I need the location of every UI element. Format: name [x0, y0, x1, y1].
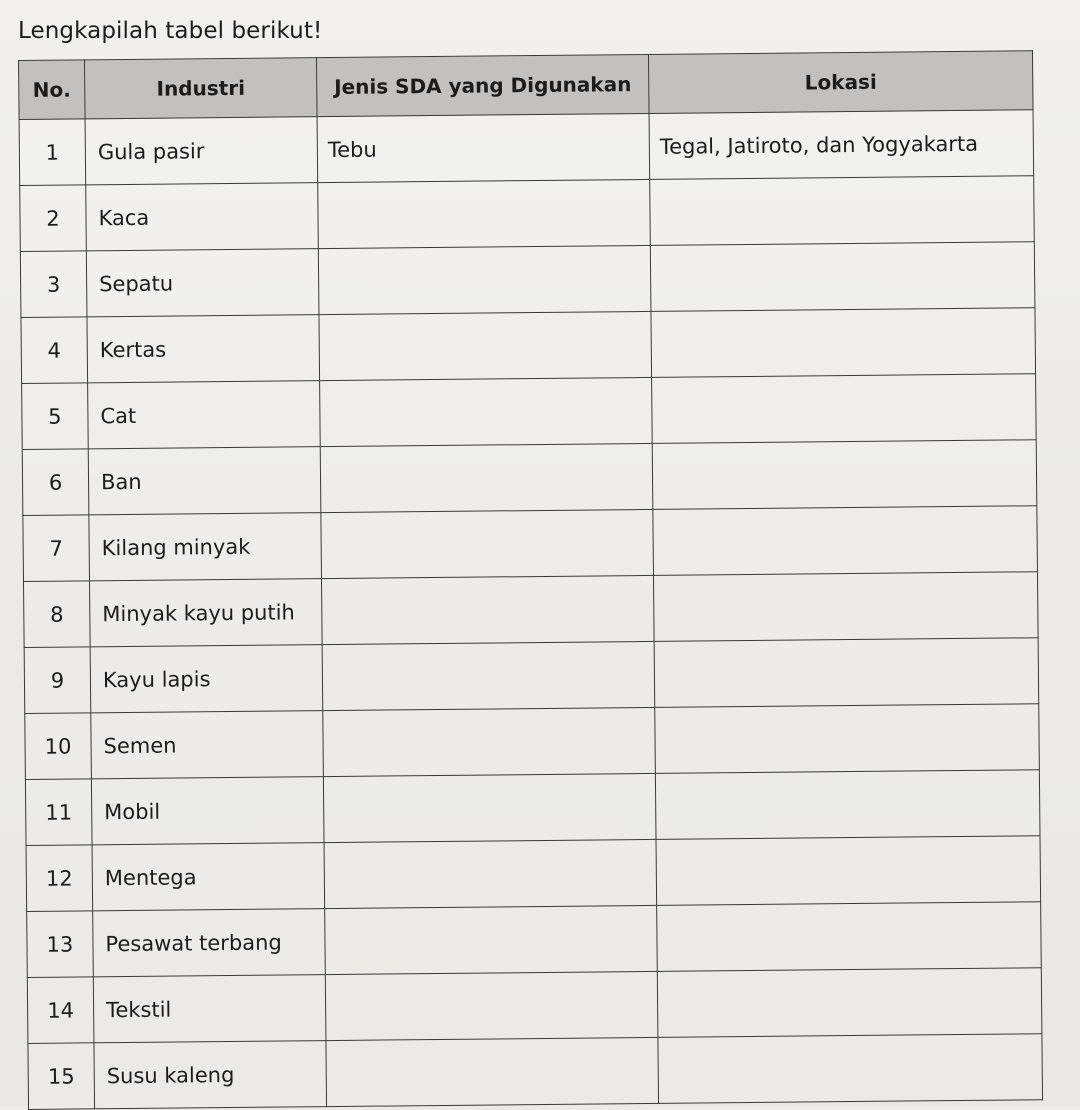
cell-no: 5: [22, 383, 89, 450]
cell-lokasi[interactable]: [655, 770, 1040, 840]
header-jenis-sda: Jenis SDA yang Digunakan: [316, 54, 649, 116]
table-row: [24, 572, 1039, 648]
cell-jenis-sda[interactable]: [321, 575, 654, 644]
table-row: [24, 638, 1039, 714]
table-row: [21, 308, 1036, 384]
cell-jenis-sda[interactable]: [321, 509, 654, 578]
cell-jenis-sda[interactable]: [323, 707, 656, 776]
cell-lokasi[interactable]: [653, 506, 1038, 576]
cell-no: 11: [25, 779, 92, 846]
cell-no: 1: [19, 119, 86, 186]
cell-jenis-sda[interactable]: [325, 971, 658, 1040]
header-lokasi: Lokasi: [648, 51, 1033, 114]
table-row: [23, 506, 1038, 582]
cell-jenis-sda[interactable]: [318, 179, 651, 248]
cell-jenis-sda[interactable]: [318, 245, 651, 314]
cell-industri: Tekstil: [93, 975, 326, 1043]
cell-industri: Kertas: [87, 315, 320, 383]
cell-no: 12: [26, 845, 93, 912]
cell-industri: Gula pasir: [85, 117, 318, 185]
cell-lokasi[interactable]: [652, 374, 1037, 444]
cell-no: 2: [20, 185, 87, 252]
instruction-text: Lengkapilah tabel berikut!: [18, 18, 323, 44]
industry-table: [18, 50, 1043, 1110]
cell-lokasi[interactable]: Tegal, Jatiroto, dan Yogyakarta: [649, 110, 1034, 180]
cell-lokasi[interactable]: [653, 572, 1038, 642]
table-row: [19, 110, 1034, 186]
cell-lokasi[interactable]: [650, 242, 1035, 312]
cell-lokasi[interactable]: [652, 440, 1037, 510]
cell-lokasi[interactable]: [657, 968, 1042, 1038]
table-row: [28, 1034, 1043, 1110]
table-row: [26, 836, 1041, 912]
cell-industri: Mobil: [91, 777, 324, 845]
table-row: [27, 968, 1042, 1044]
cell-lokasi[interactable]: [656, 836, 1041, 906]
cell-industri: Cat: [88, 381, 321, 449]
cell-lokasi[interactable]: [657, 902, 1042, 972]
cell-industri: Ban: [88, 447, 321, 515]
cell-lokasi[interactable]: [654, 638, 1039, 708]
cell-jenis-sda[interactable]: [325, 905, 658, 974]
cell-jenis-sda[interactable]: [320, 443, 653, 512]
cell-no: 6: [22, 449, 89, 516]
cell-no: 9: [24, 647, 91, 714]
cell-industri: Mentega: [92, 843, 325, 911]
header-no: No.: [19, 60, 86, 120]
table-row: [25, 704, 1040, 780]
cell-lokasi[interactable]: [650, 176, 1035, 246]
table-row: [25, 770, 1040, 846]
cell-industri: Pesawat terbang: [93, 909, 326, 977]
cell-industri: Semen: [91, 711, 324, 779]
cell-industri: Kilang minyak: [89, 513, 322, 581]
cell-jenis-sda[interactable]: Tebu: [317, 113, 650, 182]
cell-jenis-sda[interactable]: [324, 839, 657, 908]
cell-lokasi[interactable]: [651, 308, 1036, 378]
table-row: [22, 440, 1037, 516]
cell-no: 7: [23, 515, 90, 582]
cell-industri: Kaca: [86, 183, 319, 251]
cell-industri: Sepatu: [86, 249, 319, 317]
cell-no: 4: [21, 317, 88, 384]
cell-industri: Susu kaleng: [94, 1041, 327, 1109]
cell-no: 8: [24, 581, 91, 648]
cell-no: 14: [27, 977, 94, 1044]
cell-industri: Minyak kayu putih: [90, 579, 323, 647]
cell-no: 15: [28, 1043, 95, 1110]
table-row: [20, 242, 1035, 318]
cell-jenis-sda[interactable]: [320, 377, 653, 446]
table-row: [20, 176, 1035, 252]
cell-jenis-sda[interactable]: [322, 641, 655, 710]
cell-jenis-sda[interactable]: [326, 1037, 659, 1106]
header-industri: Industri: [85, 58, 318, 119]
table-body: [19, 110, 1042, 1110]
cell-no: 13: [27, 911, 94, 978]
cell-jenis-sda[interactable]: [319, 311, 652, 380]
cell-no: 3: [20, 251, 87, 318]
table-row: [27, 902, 1042, 978]
table-header-row: [19, 51, 1034, 120]
cell-lokasi[interactable]: [655, 704, 1040, 774]
cell-lokasi[interactable]: [658, 1034, 1043, 1104]
cell-industri: Kayu lapis: [90, 645, 323, 713]
cell-no: 10: [25, 713, 92, 780]
cell-jenis-sda[interactable]: [323, 773, 656, 842]
table-row: [22, 374, 1037, 450]
